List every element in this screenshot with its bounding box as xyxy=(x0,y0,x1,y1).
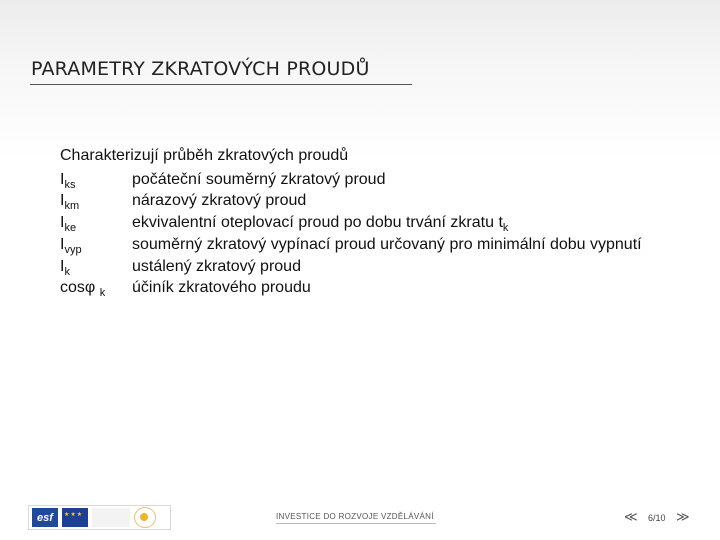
param-symbol: $I_k$ xyxy=(60,257,70,278)
msmt-logo xyxy=(92,508,130,527)
title-underline xyxy=(30,84,412,85)
param-row xyxy=(60,212,509,235)
esf-logo: esf xyxy=(32,508,58,527)
param-symbol: $I_{km}$ xyxy=(60,192,80,213)
footer-logo-strip xyxy=(28,505,171,530)
param-row xyxy=(60,190,348,212)
param-row xyxy=(60,256,348,278)
page-number: 6/10 xyxy=(648,513,666,523)
param-description: souměrný zkratový vypínací proud určovaný pro minimální dobu vypnutí xyxy=(132,235,642,253)
param-row xyxy=(60,277,348,299)
param-description: nárazový zkratový proud xyxy=(132,192,307,210)
param-description: počáteční souměrný zkratový proud xyxy=(132,170,386,188)
param-symbol: $I_{ks}$ xyxy=(60,170,76,191)
slide-content xyxy=(60,145,642,300)
slide-title: PARAMETRY ZKRATOVÝCH PROUDŮ xyxy=(31,58,370,80)
footer-text: INVESTICE DO ROZVOJE VZDĚLÁVÁNÍ xyxy=(276,512,434,521)
prev-arrow-icon[interactable]: ≪ xyxy=(624,509,638,524)
param-row xyxy=(60,169,386,191)
param-description: účiník zkratového proudu xyxy=(132,279,311,297)
footer-divider xyxy=(276,523,436,524)
param-row xyxy=(60,234,642,256)
next-arrow-icon[interactable]: ≫ xyxy=(676,509,690,524)
param-description: ekvivalentní oteplovací proud po dobu trvání zkratu $t_k$ xyxy=(132,214,509,235)
param-description: ustálený zkratový proud xyxy=(132,257,301,275)
param-symbol: $I_{vyp}$ xyxy=(60,235,82,256)
param-symbol: $I_{ke}$ xyxy=(60,214,77,235)
eu-flag-logo xyxy=(62,508,88,527)
intro-text: Charakterizují průběh zkratových proudů xyxy=(60,147,349,164)
op-vk-logo xyxy=(134,507,156,528)
param-symbol: cosφ $_k$ xyxy=(60,279,106,300)
